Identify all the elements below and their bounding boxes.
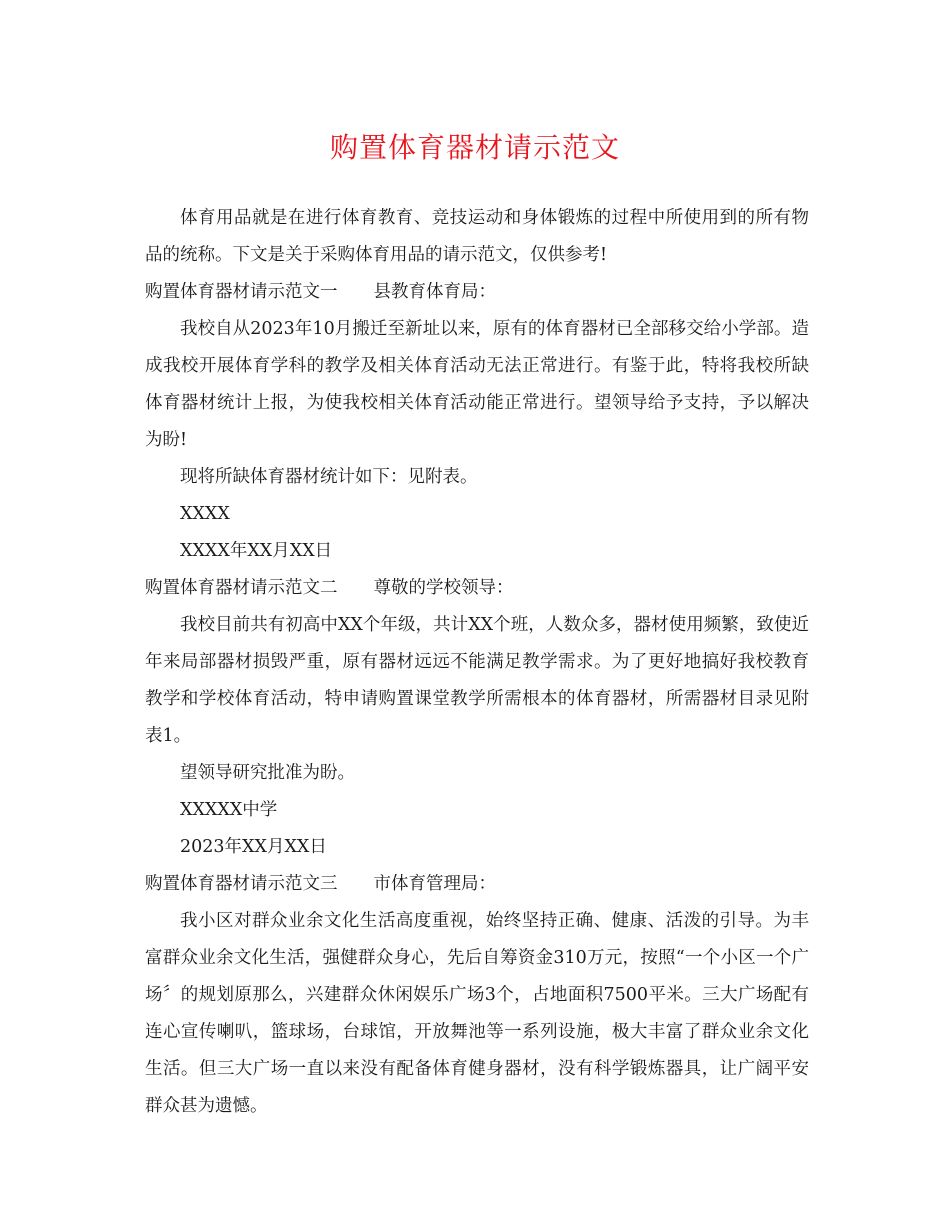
section-1-paragraph-2: 现将所缺体育器材统计如下：见附表。 <box>180 467 478 487</box>
section-2-paragraph-2: 望领导研究批准为盼。 <box>180 763 355 783</box>
section-2-paragraph-1: 我校目前共有初高中XX个年级，共计XX个班，人数众多，器材使用频繁，致使近年来局部器材损毁严重，原有器材远远不能满足教学需求。为了更好地搞好我校教育教学和学校体育活动，特申请购置课堂教学所需根本的体育器材，所需器材目录见附表1。 <box>145 615 809 746</box>
document-body <box>145 200 809 1125</box>
section-2-signature: XXXXX中学 <box>180 800 278 820</box>
section-3-paragraph-1: 我小区对群众业余文化生活高度重视，始终坚持正确、健康、活泼的引导。为丰富群众业余文化生活，强健群众身心，先后自筹资金310万元，按照“一个小区一个广场〞的规划原那么，兴建群众休闲娱乐广场3个，占地面积7500平米。三大广场配有连心宣传喇叭，篮球场，台球馆，开放舞池等一系列设施，极大丰富了群众业余文化生活。但三大广场一直以来没有配备体育健身器材，没有科学锻炼器具，让广阔平安群众甚为遗憾。 <box>145 911 809 1116</box>
section-1-addressee: 县教育体育局： <box>373 282 496 302</box>
section-1-heading: 购置体育器材请示范文一 <box>145 282 338 302</box>
section-3-addressee: 市体育管理局： <box>373 874 496 894</box>
section-2-heading: 购置体育器材请示范文二 <box>145 578 338 598</box>
section-1-date: XXXX年XX月XX日 <box>180 541 333 561</box>
section-1-heading-line <box>145 274 809 311</box>
section-3-heading-line <box>145 866 809 903</box>
section-2-date: 2023年XX月XX日 <box>180 837 327 857</box>
intro-paragraph: 体育用品就是在进行体育教育、竞技运动和身体锻炼的过程中所使用到的所有物品的统称。下文是关于采购体育用品的请示范文，仅供参考! <box>145 208 809 265</box>
document-title: 购置体育器材请示范文 <box>329 131 620 164</box>
section-1-paragraph-1: 我校自从2023年10月搬迁至新址以来，原有的体育器材已全部移交给小学部。造成我校开展体育学科的教学及相关体育活动无法正常进行。有鉴于此，特将我校所缺体育器材统计上报，为使我校相关体育活动能正常进行。望领导给予支持，予以解决为盼! <box>145 319 809 450</box>
section-2-heading-line <box>145 570 809 607</box>
section-2-addressee: 尊敬的学校领导： <box>373 578 514 598</box>
section-1-signature: XXXX <box>180 504 230 524</box>
section-3-heading: 购置体育器材请示范文三 <box>145 874 338 894</box>
